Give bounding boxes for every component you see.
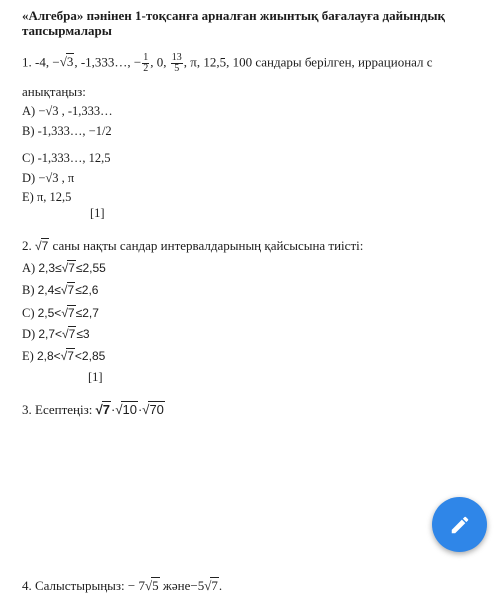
fraction: $\frac{13}{5}$ (171, 52, 182, 74)
fraction: $\frac{1}{2}$ (143, 52, 149, 74)
question-1-line2: анықтаңыз: (22, 84, 86, 99)
option-e: E) π, 12,5 (22, 190, 72, 204)
option-b: B) -1,333…, −1/2 (22, 124, 112, 138)
score-label: [1] (90, 206, 105, 220)
option-c: C) 2,5<√7≤2,7 (22, 306, 99, 320)
question-number: 1. (22, 54, 32, 70)
edit-fab-button[interactable] (432, 497, 487, 552)
sqrt-expression: √3 (59, 54, 74, 70)
sqrt-expression: √7 (35, 239, 49, 253)
option-d: D) 2,7<√7≤3 (22, 327, 90, 341)
question-1: 1. -4, −√3, -1,333…, − $\frac{1}{2}$ , 0, $\frac{13}{5}$ , π, 12,5, 100 сандары берілген, иррационал с (22, 52, 433, 74)
page-title: «Алгебра» пәнінен 1-тоқсанға арналған жиынтық бағалауға дайындық тапсырмалары (22, 8, 445, 38)
option-a: A) −√3 , -1,333… (22, 104, 113, 118)
pencil-icon (449, 514, 471, 536)
score-label: [1] (88, 370, 103, 384)
question-2: 2. √7 саны нақты сандар интервалдарының қайсысына тиісті: (22, 238, 364, 253)
option-c: C) -1,333…, 12,5 (22, 151, 111, 165)
question-4: 4. Салыстырыңыз: − 7√5 және−5√7. (22, 578, 223, 593)
option-e: E) 2,8<√7<2,85 (22, 349, 106, 363)
option-d: D) −√3 , π (22, 171, 75, 185)
option-a: A) 2,3≤√7≤2,55 (22, 261, 106, 275)
question-3: 3. Есептеңіз: √7·√10·√70 (22, 402, 164, 417)
option-b: B) 2,4≤√7≤2,6 (22, 283, 99, 297)
